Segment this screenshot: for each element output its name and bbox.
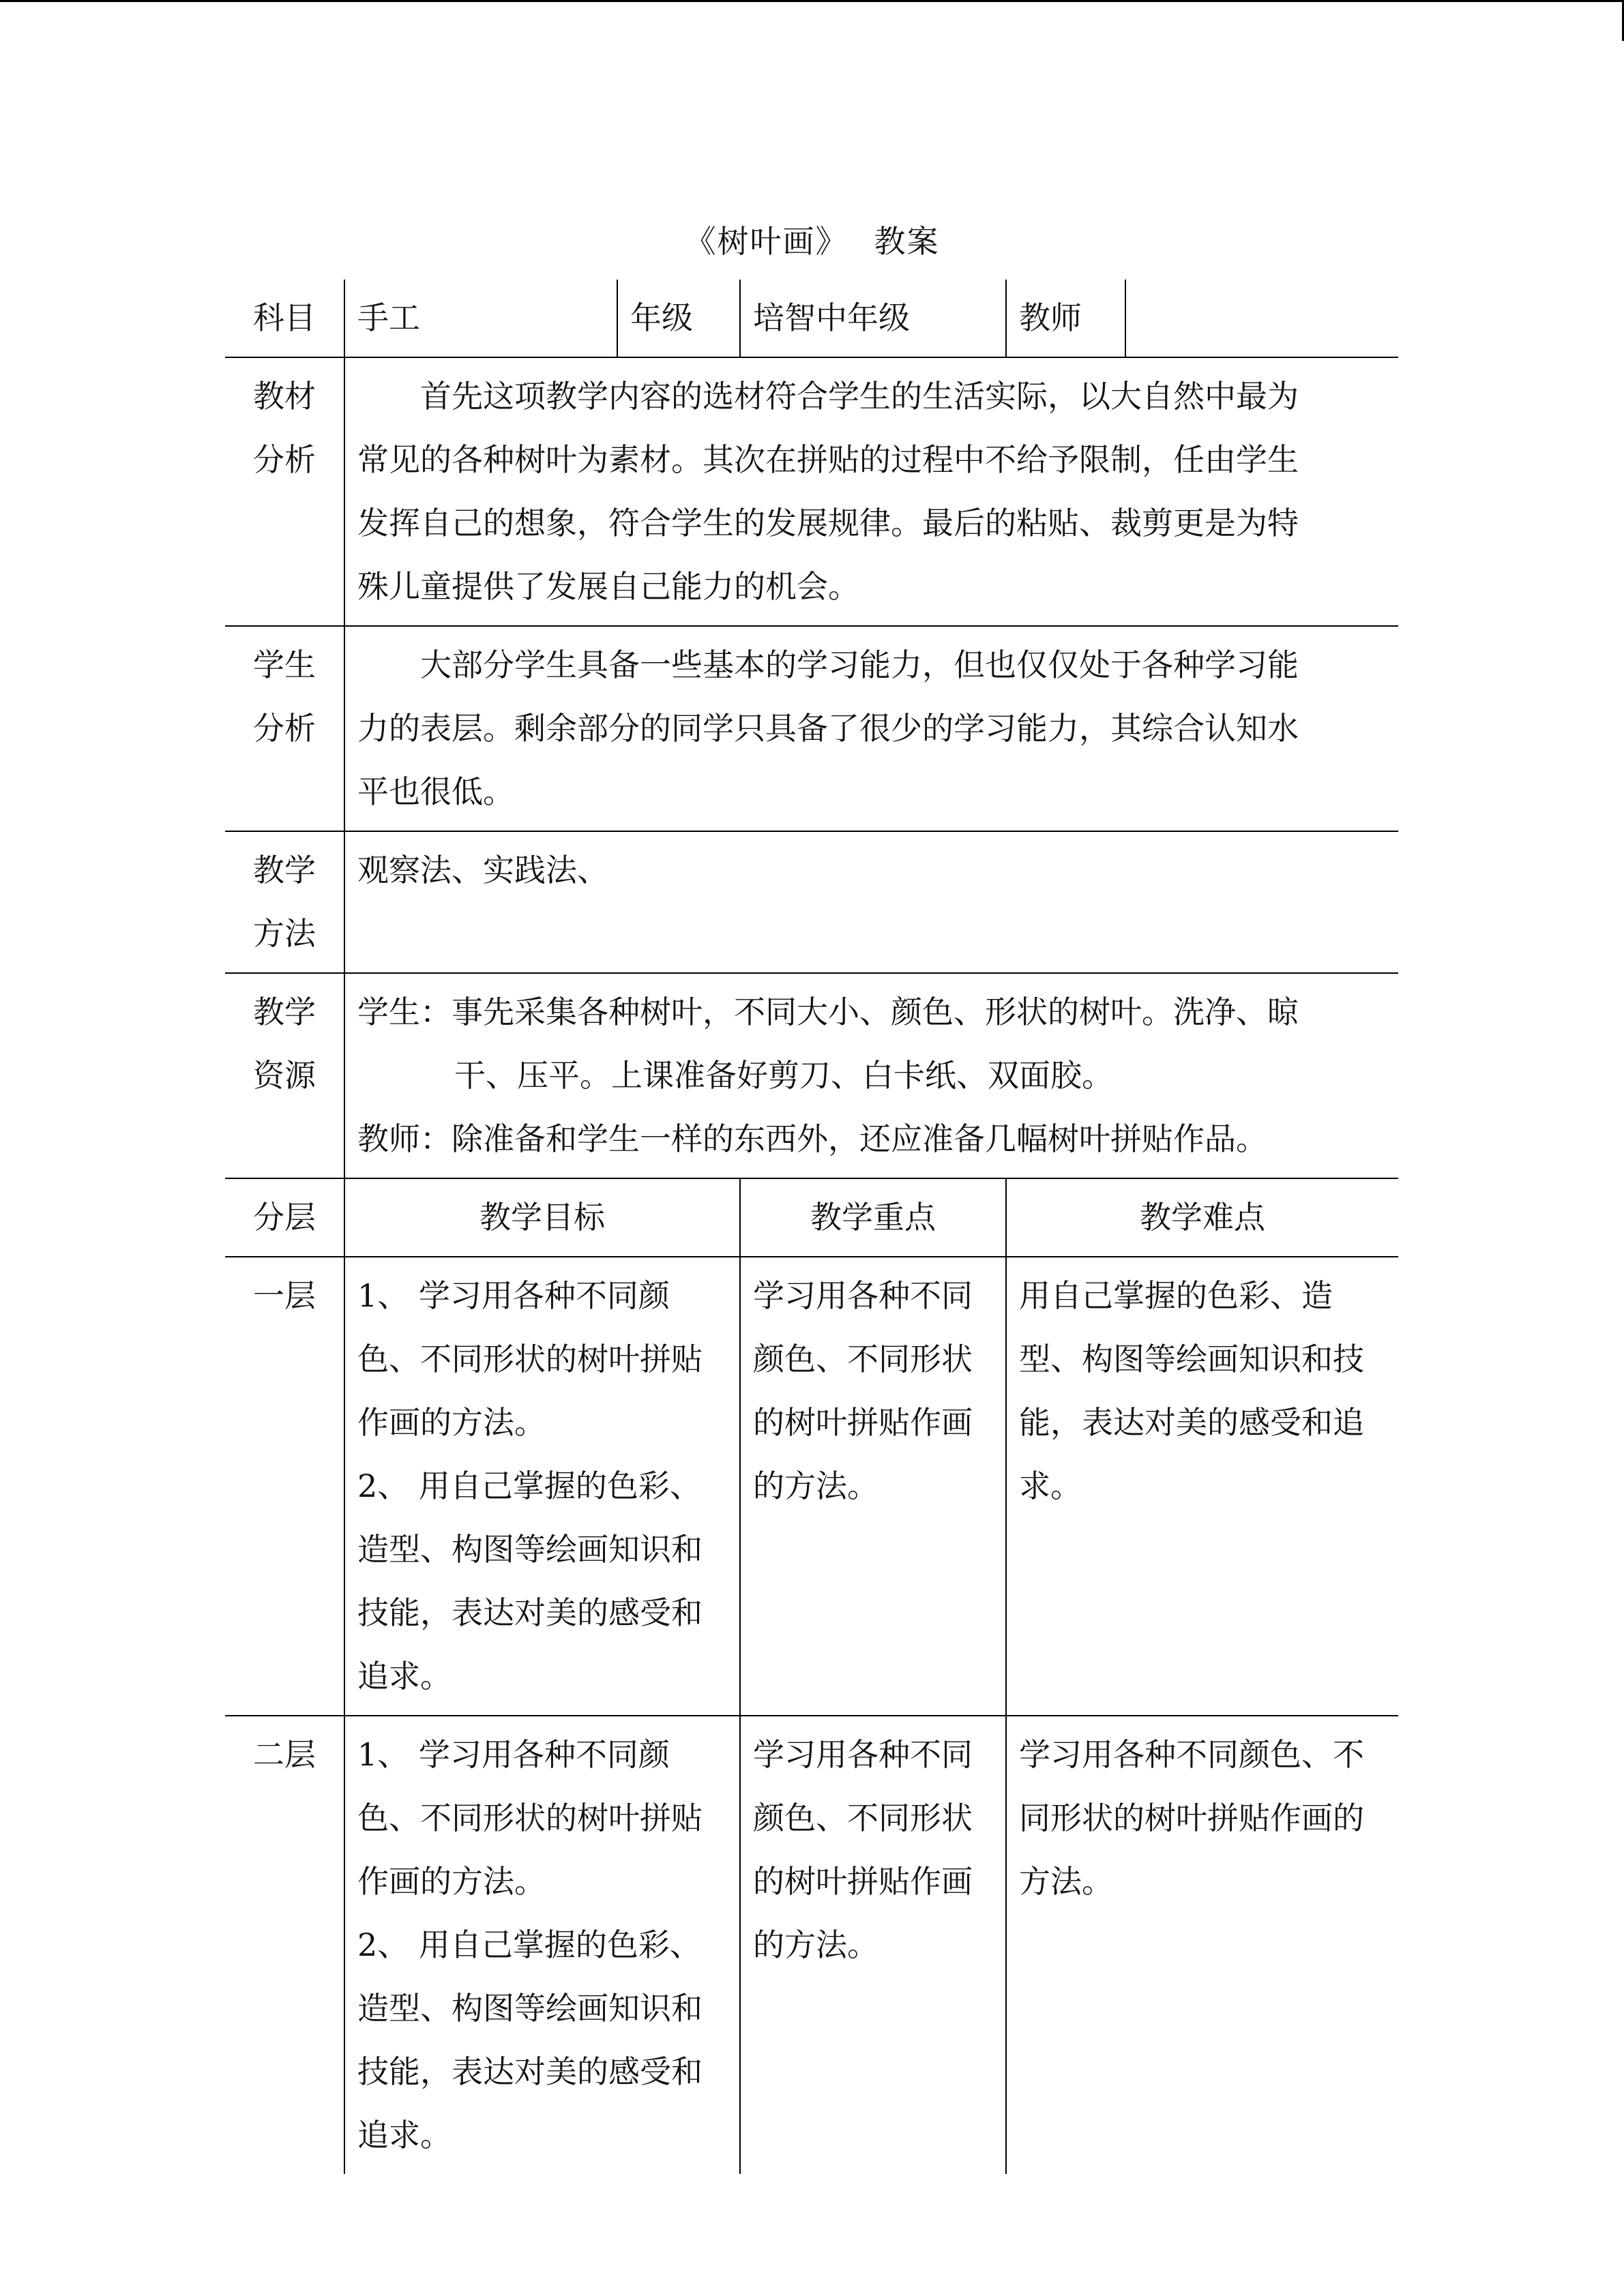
- tier-focus: 学习用各种不同颜色、不同形状的树叶拼贴作画的方法。: [740, 1257, 1006, 1716]
- tier-difficulty: 用自己掌握的色彩、造型、构图等绘画知识和技能，表达对美的感受和追求。: [1006, 1257, 1398, 1716]
- resources-student-line2: 干、压平。上课准备好剪刀、白卡纸、双面胶。: [454, 1057, 1113, 1094]
- resources-student-line1: 事先采集各种树叶，不同大小、颜色、形状的树叶。洗净、晾: [452, 994, 1299, 1030]
- subject-value: 手工: [344, 280, 617, 357]
- tier-header-goal: 教学目标: [344, 1178, 740, 1257]
- tier-layer: 一层: [253, 1277, 316, 1314]
- page-top-border: [0, 0, 1624, 2]
- resources-teacher-line: 教师：除准备和学生一样的东西外，还应准备几幅树叶拼贴作品。: [357, 1120, 1267, 1157]
- tier-header-row: [225, 1178, 1398, 1257]
- title-main: 《树叶画》: [684, 223, 848, 260]
- material-analysis-row: [225, 357, 1398, 626]
- student-analysis-label: 学生 分析: [253, 646, 316, 747]
- teacher-label: 教师: [1006, 280, 1125, 357]
- info-row: [225, 280, 1398, 357]
- tier-row: [225, 1257, 1398, 1716]
- grade-label: 年级: [617, 280, 740, 357]
- tier-layer: 二层: [253, 1736, 316, 1773]
- document-title: [0, 217, 1624, 262]
- resources-label: 教学 资源: [253, 994, 316, 1094]
- tier-goal: 1、 学习用各种不同颜色、不同形状的树叶拼贴作画的方法。 2、 用自己掌握的色彩、造型、构图等绘画知识和技能，表达对美的感受和追求。: [344, 1716, 740, 2174]
- tier-focus: 学习用各种不同颜色、不同形状的树叶拼贴作画的方法。: [740, 1716, 1006, 2174]
- student-analysis-row: [225, 626, 1398, 831]
- subject-label: 科目: [253, 299, 316, 336]
- resources-student-prefix: 学生：: [357, 994, 452, 1030]
- methods-label: 教学 方法: [253, 852, 316, 952]
- teacher-value: [1125, 280, 1398, 357]
- tier-header-difficulty: 教学难点: [1006, 1178, 1398, 1257]
- tier-difficulty: 学习用各种不同颜色、不同形状的树叶拼贴作画的方法。: [1006, 1716, 1398, 2174]
- methods-text: 观察法、实践法、: [344, 831, 1398, 973]
- title-sub: 教案: [874, 223, 940, 260]
- material-analysis-text: 首先这项教学内容的选材符合学生的生活实际，以大自然中最为常见的各种树叶为素材。其次在拼贴的过程中不给予限制，任由学生发挥自己的想象，符合学生的发展规律。最后的粘贴、裁剪更是为特殊儿童提供了发展自己能力的机会。: [344, 357, 1398, 626]
- tier-header-layer: 分层: [253, 1199, 316, 1236]
- tier-goal: 1、 学习用各种不同颜色、不同形状的树叶拼贴作画的方法。 2、 用自己掌握的色彩、造型、构图等绘画知识和技能，表达对美的感受和追求。: [344, 1257, 740, 1716]
- grade-value: 培智中年级: [740, 280, 1006, 357]
- methods-row: [225, 831, 1398, 973]
- material-analysis-label: 教材 分析: [253, 378, 316, 478]
- tier-row: [225, 1716, 1398, 2174]
- resources-text: [344, 973, 1398, 1178]
- tier-header-focus: 教学重点: [740, 1178, 1006, 1257]
- lesson-plan-table: [225, 280, 1398, 2174]
- resources-row: [225, 973, 1398, 1178]
- student-analysis-text: 大部分学生具备一些基本的学习能力，但也仅仅处于各种学习能力的表层。剩余部分的同学只具备了很少的学习能力，其综合认知水平也很低。: [344, 626, 1398, 831]
